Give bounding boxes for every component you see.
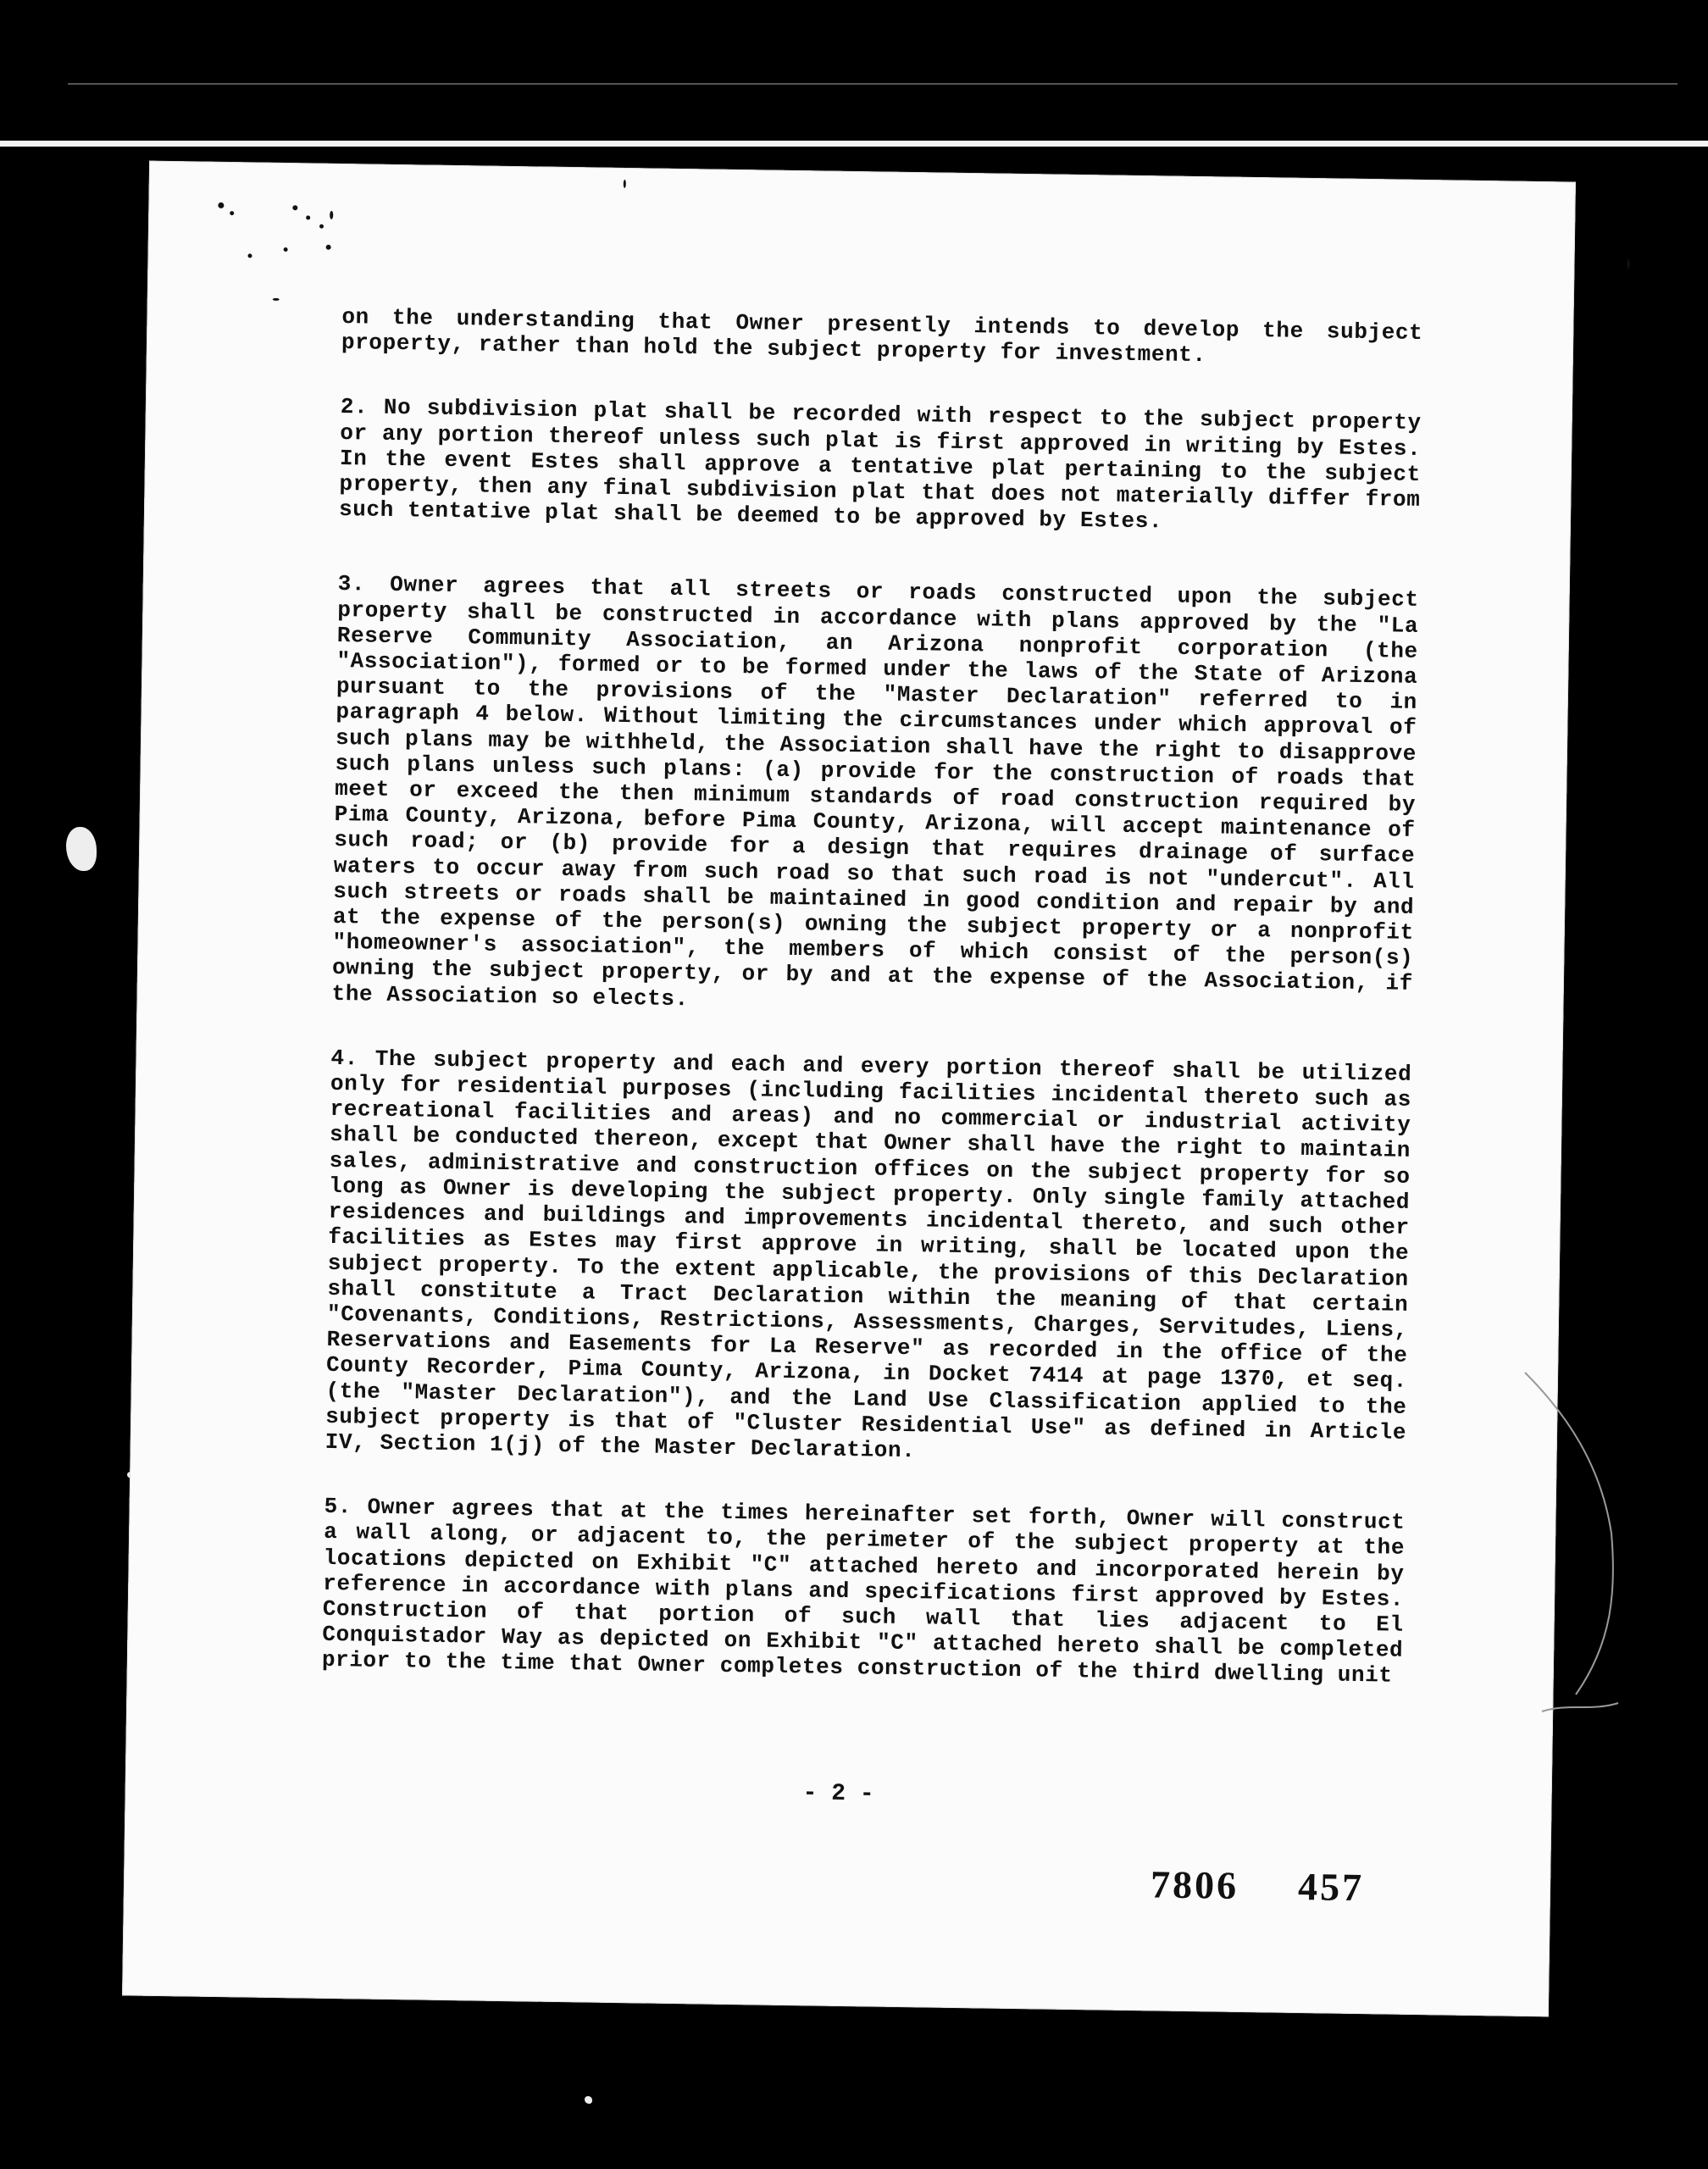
stamp-docket: 7806 [1150, 1862, 1239, 1907]
scan-noise [230, 211, 234, 215]
scan-noise [624, 180, 626, 188]
paragraph-3: 3. Owner agrees that all streets or roads constructed upon the subject property shall be constructed in accordance with plans approved by the "La Reserve Community Association, an Arizona nonprofit corporation (the "Association"), formed or to be formed under the laws of the State of Arizona pursuant to the provisions of the "Master Declaration" referred to in paragraph 4 below. Without limiting the circumstances under which approval of such plans may be withheld, the Association shall have the right to disapprove such plans unless such plans: (a) provide for the construction of roads that meet or exceed the then minimum standards of road construction required by Pima County, Arizona, before Pima County, Arizona, will accept maintenance of such road; or (b) provide for a design that requires drainage of surface waters to occur away from such road so that such road is not "undercut". All such streets or roads shall be maintained in good condition and repair by and at the expense of the person(s) owning the subject property or a nonprofit "homeowner's association", the members of which consist of the person(s) owning the subject property, or by and at the expense of the Association, if the Association so elects. [331, 571, 1419, 1012]
scan-noise [306, 215, 310, 219]
paragraph-5: 5. Owner agrees that at the times hereinafter set forth, Owner will construct a wall along, or adjacent to, the perimeter of the subject property at the locations depicted on Exhibit "C" attached hereto and incorporated herein by reference in accordance with plans and specifications first approved by Estes. Construction of that portion of such wall that lies adjacent to El Conquistador Way as depicted on Exhibit "C" attached hereto shall be completed prior to the time that Owner completes construction of the third dwelling unit [321, 1493, 1406, 1689]
scan-edge-line [68, 83, 1678, 85]
paragraph-intro: on the understanding that Owner presently intends to develop the subject property, rather than hold the subject property for investment. [341, 304, 1423, 369]
body-text [322, 304, 1423, 1689]
scan-noise [284, 247, 288, 252]
scan-noise [66, 827, 97, 871]
scan-noise [247, 253, 252, 258]
paragraph-4: 4. The subject property and each and every portion thereof shall be utilized only for residential purposes (including facilities incidental thereto such as recreational facilities and areas) and no commercial or industrial activity shall be conducted thereon, except that Owner shall have the right to maintain sales, administrative and construction offices on the subject property for so long as Owner is developing the subject property. Only single family attached residences and buildings and improvements incidental thereto, and such other facilities as Estes may first approve in writing, shall be located upon the subject property. To the extent applicable, the provisions of this Declaration shall constitute a Tract Declaration within the meaning of that certain "Covenants, Conditions, Restrictions, Assessments, Charges, Servitudes, Liens, Reservations and Easements for La Reserve" as recorded in the office of the County Recorder, Pima County, Arizona, in Docket 7414 at page 1370, et seq. (the "Master Declaration"), and the Land Use Classification applied to the subject property is that of "Cluster Residential Use" as defined in Article IV, Section 1(j) of the Master Declaration. [324, 1045, 1412, 1464]
scan-noise [218, 202, 224, 208]
scan-artifact-curve [1517, 1339, 1635, 1745]
scan-noise [330, 211, 333, 219]
paragraph-2: 2. No subdivision plat shall be recorded with respect to the subject property or any portion thereof unless such plat is first approved in writing by Estes. In the event Estes shall approve a tentative plat pertaining to the subject property, then any final subdivision plat that does not materially differ from such tentative plat shall be deemed to be approved by Estes. [338, 394, 1422, 535]
scan-noise [319, 225, 324, 229]
scan-noise [326, 245, 331, 250]
scan-noise [585, 2096, 592, 2104]
scan-noise [292, 205, 297, 210]
document-page [122, 161, 1576, 2017]
scan-noise [1627, 259, 1629, 269]
scan-edge-line [0, 141, 1708, 147]
scan-noise [273, 298, 280, 301]
stamp-page: 457 [1297, 1864, 1365, 1910]
recording-stamp [1151, 1861, 1365, 1910]
page-number: - 2 - [802, 1780, 874, 1808]
